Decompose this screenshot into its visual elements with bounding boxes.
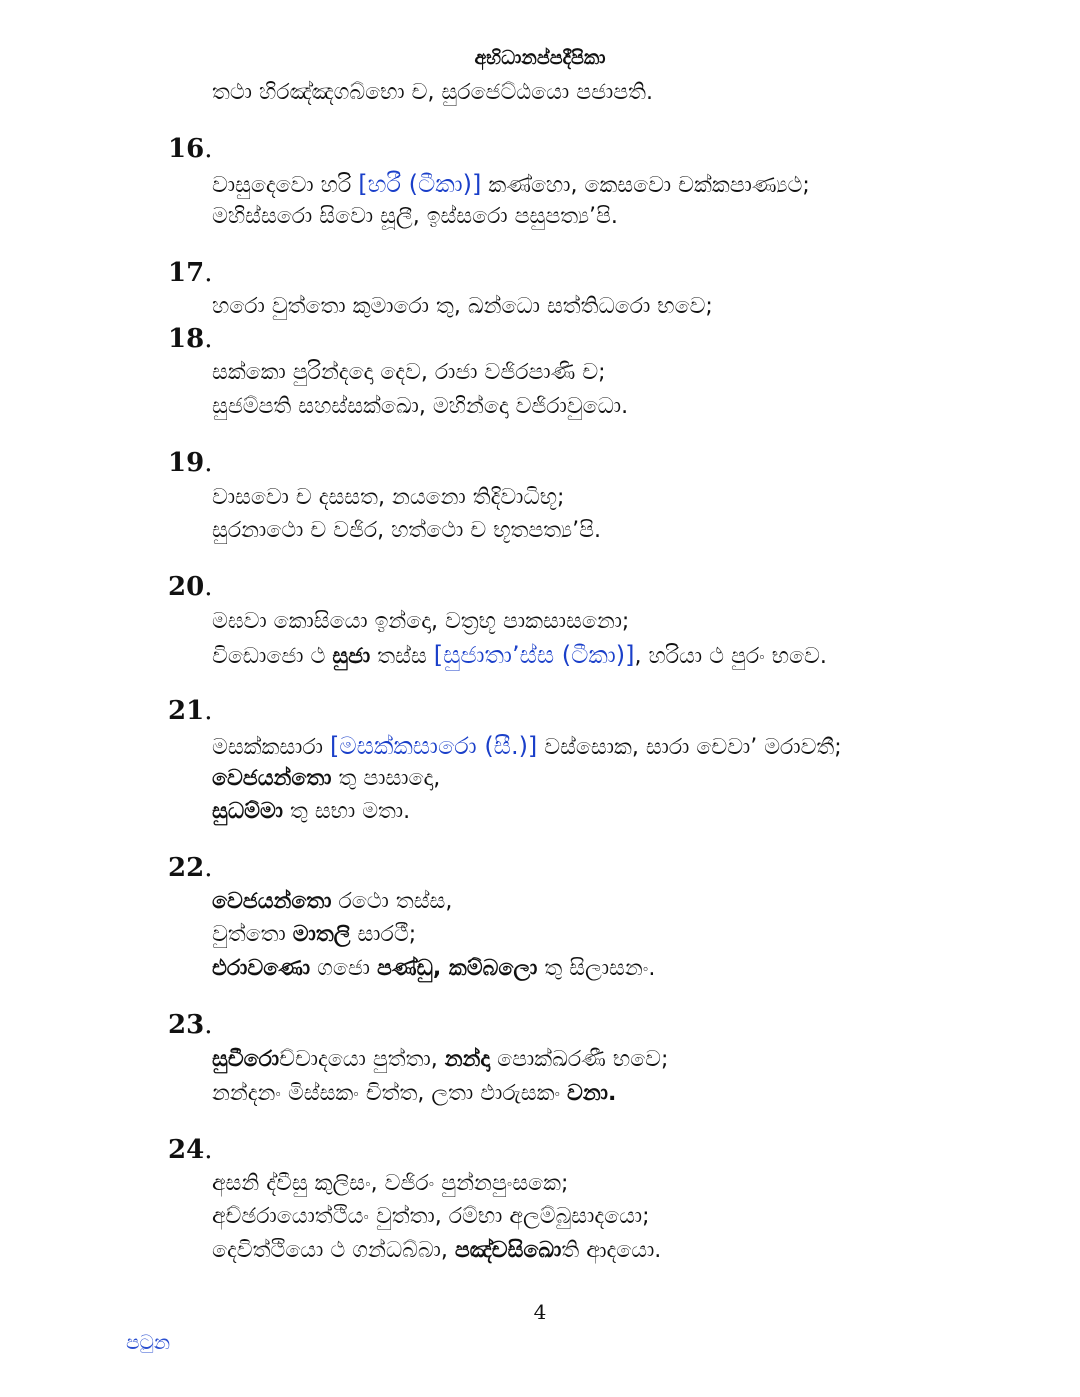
verse-number: 17. — [168, 258, 213, 288]
verse-line: වෙජයන්තො තු පාසාදො, — [212, 766, 441, 791]
verse-line: නන්දනං මිස්සකං චිත්ත, ලතා ඵාරුසකං වනා. — [212, 1081, 617, 1106]
verse-line: සුධම්මා තු සභා මතා. — [212, 799, 411, 824]
variant-note: [සුජාතා’ස්ස (ටීකා)] — [433, 641, 635, 669]
verse-number: 21. — [168, 696, 213, 726]
verse-number: 19. — [168, 448, 213, 478]
page-number: 4 — [533, 1300, 547, 1324]
verse-line: දෙවිත්ථියො ථ ගන්ධබ්බා, පඤ්චසිඛොති ආදයො. — [212, 1238, 662, 1263]
verse-line: වාසවො ච දසසත, නයනො තිදිවාධිභූ; — [212, 485, 565, 510]
verse-number: 16. — [168, 134, 213, 164]
verse-line: සක්කො පුරින්දදො දෙව, රාජා වජිරපාණි ච; — [212, 360, 606, 385]
verse-number: 22. — [168, 853, 213, 883]
verse-number: 18. — [168, 324, 213, 354]
verse-line: වුත්තො මාතලි සාරථී; — [212, 922, 417, 947]
page-title: අභිධානප්පදීපිකා — [474, 47, 606, 69]
verse-line: සුචීරොච්චාදයො පුත්තා, නන්දා පොක්ඛරණී භවෙ; — [212, 1047, 669, 1072]
verse-number: 20. — [168, 572, 213, 602]
verse-line: එරාවණො ගජො පණ්ඩු, කම්බලො තු සිලාසනං. — [212, 956, 656, 981]
verse-line: හරො වුත්තො කුමාරො තු, ඛන්ධො සත්තිධරො භවෙ; — [212, 294, 713, 319]
verse-line: විඩොජො ථ සුජා තස්ස [සුජාතා’ස්ස (ටීකා)], හරියා ථ පුරං භවෙ. — [212, 641, 827, 669]
verse-line: වෙජයන්තො රථො තස්ස, — [212, 889, 453, 914]
verse-number: 23. — [168, 1010, 213, 1040]
verse-line: මඝවා කොසියො ඉන්දො, වත්‍රභූ පාකසාසනො; — [212, 609, 630, 634]
table-of-contents-link[interactable]: පටුන — [126, 1330, 171, 1354]
variant-note: [මසක්කසාරො (සී.)] — [329, 732, 538, 760]
verse-line: සුජම්පති සහස්සක්ඛො, මහින්දො වජිරාවුධො. — [212, 394, 629, 419]
verse-number: 24. — [168, 1135, 213, 1165]
verse-line: අච්ඡරායොත්ථියං වුත්තා, රම්භා අලම්බුසාදයො; — [212, 1204, 650, 1229]
verse-line: මසක්කසාරා [මසක්කසාරො (සී.)] වස්සොක, සාරා චෙවා’ මරාවතී; — [212, 732, 842, 760]
variant-note: [හරී (ටීකා)] — [358, 170, 482, 198]
verse-line: සුරනාථො ච වජිර, හත්ථො ච භූතපත්‍ය’පි. — [212, 518, 601, 543]
verse-line: තථා හිරඤ්ඤගබ්භො ච, සුරජෙට්ඨයො පජාපති. — [212, 80, 653, 105]
verse-line: අසනි ද්වීසු කුලිසං, වජිරං පුන්නපුංසකෙ; — [212, 1171, 569, 1196]
verse-line: මහිස්සරො සිවො සූලී, ඉස්සරො පසුපත්‍ය’පි. — [212, 204, 618, 229]
verse-line: වාසුදෙවො හරි [හරී (ටීකා)] කණ්හො, කෙසවො චක්කපාණ්‍යථ; — [212, 170, 810, 198]
